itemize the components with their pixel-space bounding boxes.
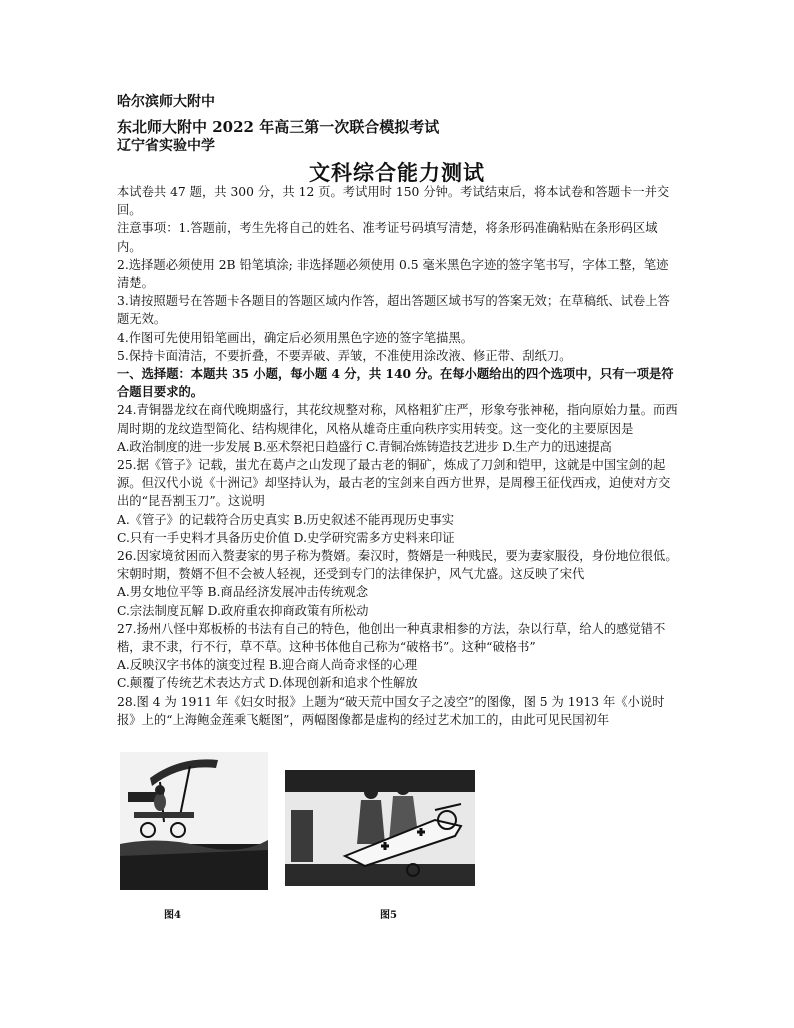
q25-options-2: C.只有一手史料才具备历史价值 D.史学研究需多方史料来印证 [117, 530, 455, 545]
q27-stem: 27.扬州八怪中郑板桥的书法有自己的特色，他创出一种真隶相参的方法，杂以行草，给人的感觉错不楷，隶不隶，行不行，草不草。这种书体他自己称为“破格书”。这种“破格书” [117, 621, 666, 655]
exam-name: 东北师大附中 2022 年高三第一次联合模拟考试 [117, 118, 440, 136]
figure-5-caption: 图5 [380, 910, 397, 921]
figure-4-image [120, 752, 268, 890]
exam-body [117, 183, 680, 729]
q26-stem: 26.因家境贫困而入赘妻家的男子称为赘婿。秦汉时，赘婿是一种贱民，要为妻家服役，身份地位很低。宋朝时期，赘婿不但不会被人轻视，还受到专门的法律保护，风气尤盛。这反映了宋代 [117, 549, 678, 582]
intro-text: 本试卷共 47 题，共 300 分，共 12 页。考试用时 150 分钟。考试结束后，将本试卷和答题卡一并交回。 [117, 185, 670, 218]
school-name-3: 辽宁省实验中学 [117, 138, 215, 154]
q27-options-2: C.颠覆了传统艺术表达方式 D.体现创新和追求个性解放 [117, 676, 418, 691]
notice-3: 3.请按照题号在答题卡各题目的答题区域内作答，超出答题区域书写的答案无效；在草稿纸、试卷上答题无效。 [117, 294, 670, 327]
notice-1: 注意事项：1.答题前，考生先将自己的姓名、准考证号码填写清楚，将条形码准确粘贴在条形码区域内。 [117, 221, 658, 254]
figure-4-caption: 图4 [164, 910, 181, 921]
figure-5-image [285, 770, 475, 886]
q28-stem: 28.图 4 为 1911 年《妇女时报》上题为“破天荒中国女子之凌空”的图像，图 5 为 1913 年《小说时报》上的“上海鲍金莲乘飞艇图”，两幅图像都是虚构的经过艺术加工的，由此可见民国初年 [117, 694, 665, 727]
exam-title: 文科综合能力测试 [309, 160, 485, 185]
q26-options-2: C.宗法制度瓦解 D.政府重农抑商政策有所松动 [117, 603, 369, 618]
notice-2: 2.选择题必须使用 2B 铅笔填涂; 非选择题必须使用 0.5 毫米黑色字迹的签字笔书写，字体工整，笔迹清楚。 [117, 257, 669, 291]
q25-options-1: A.《管子》的记载符合历史真实 B.历史叙述不能再现历史事实 [117, 512, 455, 527]
section-heading: 一、选择题：本题共 35 小题，每小题 4 分，共 140 分。在每小题给出的四个选项中，只有一项是符合题目要求的。 [117, 366, 674, 400]
notice-5: 5.保持卡面清洁，不要折叠，不要弄破、弄皱，不准使用涂改液、修正带、刮纸刀。 [117, 348, 572, 363]
notice-4: 4.作图可先使用铅笔画出，确定后必须用黑色字迹的签字笔描黑。 [117, 330, 474, 345]
q24-stem: 24.青铜器龙纹在商代晚期盛行，其花纹规整对称，风格粗犷庄严，形象夸张神秘，指向原始力量。而西周时期的龙纹造型简化、结构规律化，风格从雄奇庄重向秩序实用转变。这一变化的主要原因是 [117, 403, 678, 436]
q25-stem: 25.据《管子》记载，蚩尤在葛卢之山发现了最古老的铜矿，炼成了刀剑和铠甲，这就是中国宝剑的起源。但汉代小说《十洲记》却坚持认为，最古老的宝剑来自西方世界，是周穆王征伐西戎，迫使对方交出的“昆吾割玉刀”。这说明 [117, 458, 671, 509]
school-name-1: 哈尔滨师大附中 [117, 94, 215, 110]
q24-options: A.政治制度的进一步发展 B.巫术祭祀日趋盛行 C.青铜冶炼铸造技艺进步 D.生产力的迅速提高 [117, 439, 612, 454]
q27-options-1: A.反映汉字书体的演变过程 B.迎合商人尚奇求怪的心理 [117, 658, 418, 673]
q26-options-1: A.男女地位平等 B.商品经济发展冲击传统观念 [117, 585, 368, 600]
